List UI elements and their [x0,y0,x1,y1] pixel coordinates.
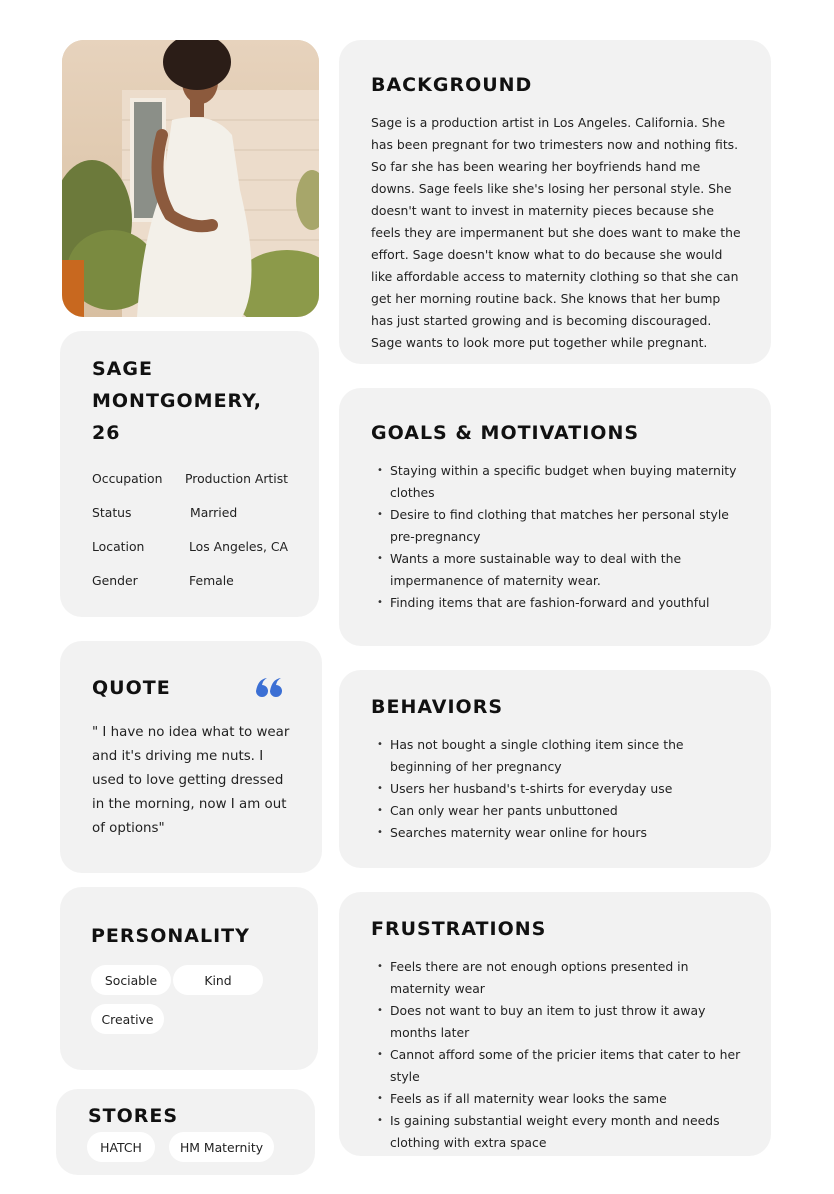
background-text: Sage is a production artist in Los Angeles. California. She has been pregnant for two trimesters now and nothing fits. So far she has been wearing her boyfriends hand me downs. Sage feels like she's losing her personal style. She doesn't want to invest in maternity pieces because she feels they are impermanent but she does want to make the effort. Sage doesn't know what to do because she would like affordable access to maternity clothing so that she can get her morning routine back. She knows that her bump has just started growing and is becoming discouraged. Sage wants to look more put together while pregnant. [371,115,741,350]
quote-card [60,641,322,873]
goals-card [339,388,771,646]
profile-row-status [92,505,302,539]
background-heading: BACKGROUND [371,74,533,96]
goals-list [371,460,743,614]
profile-card [60,331,319,617]
list-item: • Is gaining substantial weight every month and needs clothing with extra space [371,1110,743,1154]
store-pill: HATCH [87,1132,155,1162]
name-age: 26 [92,422,121,444]
frustrations-list [371,956,743,1154]
trait-pill: Kind [173,965,263,995]
frustrations-heading: FRUSTRATIONS [371,918,547,940]
personality-heading: PERSONALITY [91,925,250,947]
list-item: • Users her husband's t-shirts for everyday use [371,778,743,800]
name-line-1: SAGE [92,358,153,380]
list-item: • Wants a more sustainable way to deal with the impermanence of maternity wear. [371,548,743,592]
frustrations-card [339,892,771,1156]
stores-heading: STORES [88,1105,179,1127]
profile-value: Production Artist [185,471,289,486]
trait-pill: Sociable [91,965,171,995]
behaviors-heading: BEHAVIORS [371,696,504,718]
quote-heading: QUOTE [92,677,171,699]
profile-details [92,471,302,607]
list-item: • Searches maternity wear online for hours [371,822,743,844]
profile-value: Los Angeles, CA [189,539,289,554]
quote-marks-icon [254,677,284,701]
profile-label: Gender [92,573,138,588]
name-line-2: MONTGOMERY, [92,390,262,412]
profile-value: Female [189,573,234,588]
list-item: • Staying within a specific budget when buying maternity clothes [371,460,743,504]
list-item: • Cannot afford some of the pricier items that cater to her style [371,1044,743,1088]
list-item: • Desire to find clothing that matches her personal style pre-pregnancy [371,504,743,548]
behaviors-list [371,734,743,844]
persona-name [92,353,282,449]
profile-label: Status [92,505,132,520]
behaviors-card [339,670,771,868]
list-item: • Finding items that are fashion-forward and youthful [371,592,743,614]
list-item: • Feels as if all maternity wear looks the same [371,1088,743,1110]
person-photo-illustration [62,40,319,317]
profile-label: Occupation [92,471,163,486]
quote-text: " I have no idea what to wear and it's driving me nuts. I used to love getting dressed in the morning, now I am out of options" [92,725,290,836]
profile-row-occupation [92,471,302,505]
list-item: • Can only wear her pants unbuttoned [371,800,743,822]
personality-card [60,887,318,1070]
profile-row-location [92,539,302,573]
goals-heading: GOALS & MOTIVATIONS [371,422,640,444]
list-item: • Has not bought a single clothing item since the beginning of her pregnancy [371,734,743,778]
profile-value: Married [190,505,238,520]
stores-card [56,1089,315,1175]
persona-photo [62,40,319,317]
list-item: • Does not want to buy an item to just throw it away months later [371,1000,743,1044]
profile-row-gender [92,573,302,607]
profile-label: Location [92,539,145,554]
list-item: • Feels there are not enough options presented in maternity wear [371,956,743,1000]
store-pill: HM Maternity [169,1132,274,1162]
trait-pill: Creative [91,1004,164,1034]
background-card [339,40,771,364]
